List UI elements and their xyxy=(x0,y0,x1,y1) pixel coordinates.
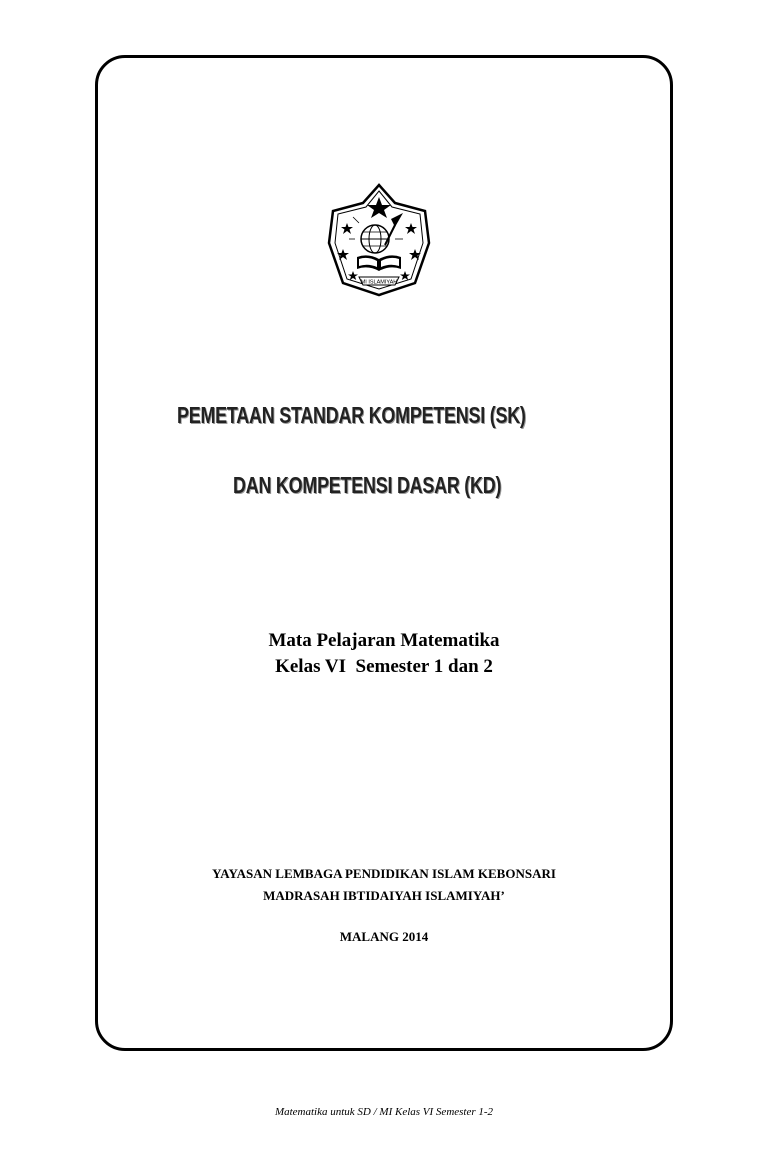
title-line-2: DAN KOMPETENSI DASAR (KD) xyxy=(233,472,502,498)
subject-label: Mata Pelajaran Matematika xyxy=(268,630,500,651)
foundation-name: YAYASAN LEMBAGA PENDIDIKAN ISLAM KEBONSARI xyxy=(212,866,556,881)
school-name: MADRASAH IBTIDAIYAH ISLAMIYAH’ xyxy=(263,888,505,903)
emblem-text: MI ISLAMIYAH xyxy=(360,279,398,286)
page-footer: Matematika untuk SD / MI Kelas VI Semester 1-2 xyxy=(274,1106,494,1118)
title-line-1: PEMETAAN STANDAR KOMPETENSI (SK) xyxy=(177,402,526,428)
class-semester-label: Kelas VI Semester 1 dan 2 xyxy=(275,656,493,677)
place-year: MALANG 2014 xyxy=(339,929,429,944)
school-emblem-icon xyxy=(325,183,433,299)
